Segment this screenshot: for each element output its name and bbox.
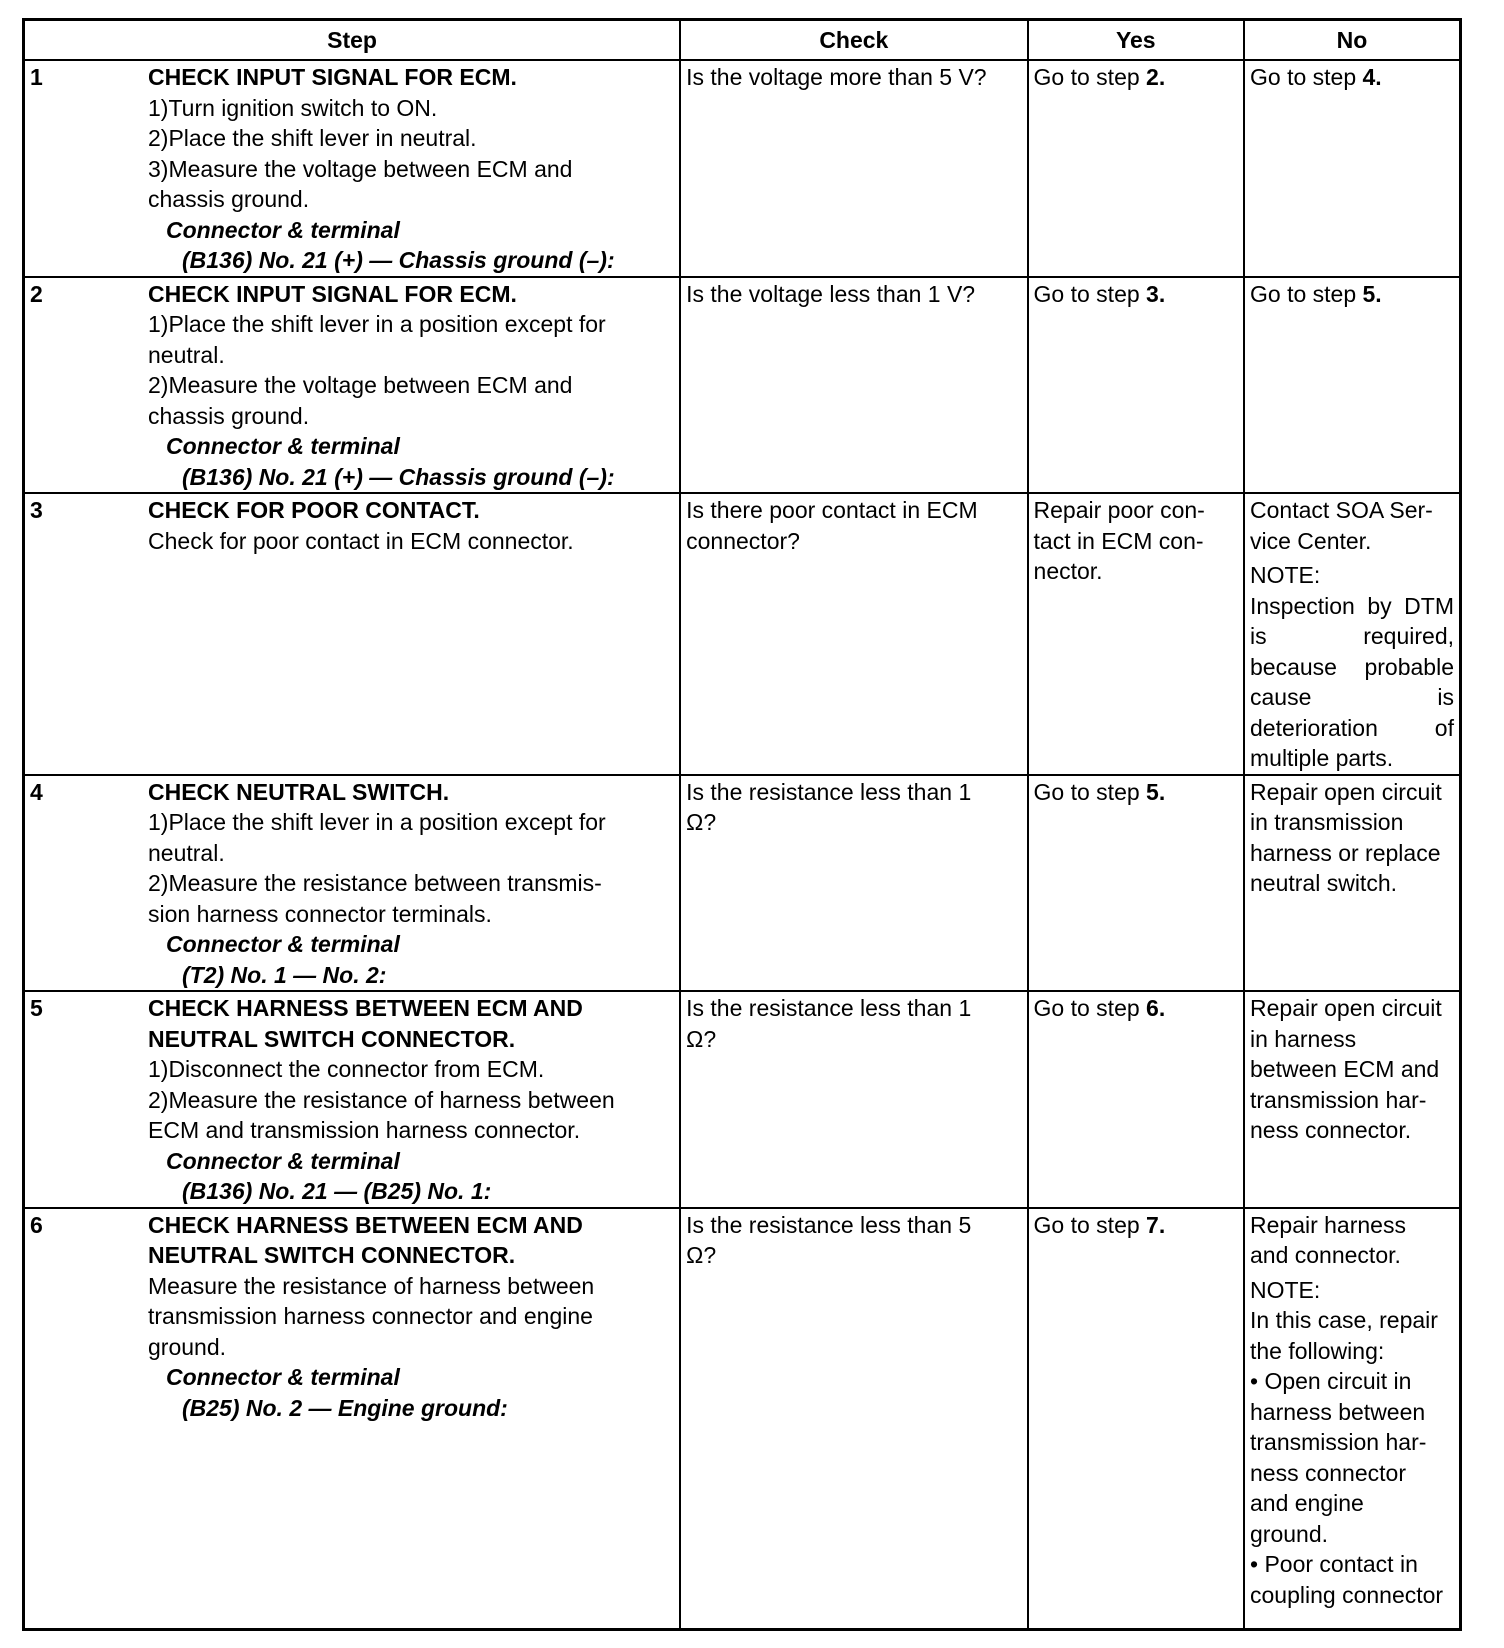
- no-step: 5.: [1362, 280, 1382, 307]
- step-cell: [24, 277, 681, 494]
- note-line: • Poor contact in: [1250, 1551, 1418, 1577]
- no-text: Go to step: [1250, 280, 1363, 307]
- step-line: 3)Measure the voltage between ECM and: [148, 155, 573, 182]
- step-line: sion harness connector terminals.: [148, 900, 492, 927]
- terminal-spec: (B136) No. 21 (+) — Chassis ground (–):: [182, 463, 615, 490]
- step-line: 1)Disconnect the connector from ECM.: [148, 1056, 545, 1082]
- no-cell: [1244, 991, 1461, 1208]
- step-number: 1: [30, 64, 43, 90]
- no-line: harness or replace: [1250, 839, 1441, 866]
- no-line: Repair open circuit: [1250, 995, 1442, 1021]
- table-row: [24, 493, 1461, 775]
- step-line: 2)Place the shift lever in neutral.: [148, 125, 477, 151]
- note-label: NOTE:: [1250, 562, 1321, 588]
- step-line: ECM and transmission harness connector.: [148, 1117, 581, 1143]
- step-number: 6: [30, 1211, 43, 1238]
- yes-text: Go to step: [1033, 995, 1147, 1021]
- note-line: and engine: [1250, 1490, 1364, 1516]
- step-number: 4: [30, 778, 43, 805]
- step-line: chassis ground.: [148, 186, 310, 212]
- check-line: Is the resistance less than 1: [686, 778, 972, 805]
- step-line: Check for poor contact in ECM connector.: [148, 527, 574, 554]
- no-line: Contact SOA Ser-: [1250, 497, 1433, 523]
- note-text: Inspection by DTM is required, because probable cause is deterioration of multiple parts.: [1250, 592, 1454, 771]
- step-cell: [24, 775, 681, 992]
- no-line: in transmission: [1250, 809, 1404, 835]
- connector-label: Connector & terminal: [166, 216, 400, 243]
- check-line: Is the resistance less than 5: [686, 1211, 972, 1238]
- no-line: vice Center.: [1250, 527, 1372, 554]
- header-row: [24, 20, 1461, 61]
- yes-text: Go to step: [1033, 778, 1147, 805]
- step-title: CHECK INPUT SIGNAL FOR ECM.: [148, 64, 517, 90]
- note-label: NOTE:: [1250, 1276, 1321, 1303]
- check-line: Is there poor contact in ECM: [686, 497, 978, 523]
- note-line: transmission har-: [1250, 1429, 1427, 1455]
- check-line: Ω?: [686, 1025, 717, 1052]
- table-row: [24, 775, 1461, 992]
- yes-text: Go to step: [1033, 64, 1147, 90]
- yes-step: 3.: [1146, 280, 1166, 307]
- step-line: 2)Measure the resistance of harness between: [148, 1086, 615, 1113]
- no-cell: [1244, 277, 1461, 494]
- terminal-spec: (B136) No. 21 (+) — Chassis ground (–):: [182, 247, 615, 273]
- yes-cell: [1028, 775, 1244, 992]
- check-line: Ω?: [686, 809, 717, 835]
- no-cell: [1244, 1208, 1461, 1630]
- step-number: 2: [30, 280, 43, 307]
- step-cell: [24, 991, 681, 1208]
- yes-step: 7.: [1146, 1211, 1166, 1238]
- step-cell: [24, 493, 681, 775]
- step-line: chassis ground.: [148, 402, 310, 429]
- connector-label: Connector & terminal: [166, 433, 400, 459]
- step-cell: [24, 60, 681, 277]
- no-line: Repair harness: [1250, 1211, 1406, 1238]
- step-line: neutral.: [148, 341, 225, 368]
- note-line: the following:: [1250, 1337, 1385, 1364]
- no-line: ness connector.: [1250, 1117, 1412, 1143]
- connector-label: Connector & terminal: [166, 931, 400, 957]
- no-line: in harness: [1250, 1025, 1357, 1052]
- note-line: coupling connector: [1250, 1581, 1444, 1608]
- header-no: No: [1244, 20, 1461, 61]
- step-title: CHECK FOR POOR CONTACT.: [148, 497, 480, 523]
- yes-line: tact in ECM con-: [1033, 527, 1204, 554]
- no-line: and connector.: [1250, 1242, 1401, 1268]
- yes-line: nector.: [1033, 558, 1103, 584]
- no-cell: [1244, 775, 1461, 992]
- no-line: Repair open circuit: [1250, 778, 1442, 805]
- note-line: harness between: [1250, 1398, 1426, 1425]
- check-line: connector?: [686, 527, 800, 554]
- step-line: Measure the resistance of harness between: [148, 1272, 595, 1299]
- header-check: Check: [680, 20, 1027, 61]
- no-line: transmission har-: [1250, 1086, 1427, 1113]
- step-line: 2)Measure the voltage between ECM and: [148, 372, 573, 398]
- step-title: NEUTRAL SWITCH CONNECTOR.: [148, 1242, 516, 1268]
- diagnostic-table: [22, 18, 1462, 1631]
- yes-cell: [1028, 493, 1244, 775]
- table-row: [24, 991, 1461, 1208]
- yes-line: Repair poor con-: [1033, 497, 1205, 523]
- check-cell: [680, 775, 1027, 992]
- note-line: ground.: [1250, 1520, 1329, 1547]
- no-line: neutral switch.: [1250, 870, 1398, 896]
- connector-label: Connector & terminal: [166, 1147, 400, 1174]
- step-line: neutral.: [148, 839, 225, 866]
- yes-text: Go to step: [1033, 280, 1147, 307]
- check-line: Ω?: [686, 1242, 717, 1268]
- check-cell: Is the voltage less than 1 V?: [680, 277, 1027, 494]
- yes-cell: [1028, 1208, 1244, 1630]
- step-number: 3: [30, 497, 43, 523]
- no-line: between ECM and: [1250, 1056, 1440, 1082]
- terminal-spec: (B136) No. 21 — (B25) No. 1:: [182, 1178, 492, 1204]
- header-yes: Yes: [1028, 20, 1244, 61]
- step-title: NEUTRAL SWITCH CONNECTOR.: [148, 1025, 516, 1052]
- note-line: In this case, repair: [1250, 1307, 1438, 1333]
- step-title: CHECK INPUT SIGNAL FOR ECM.: [148, 280, 517, 307]
- step-line: 1)Place the shift lever in a position except for: [148, 809, 606, 835]
- no-step: 4.: [1362, 64, 1382, 90]
- check-cell: [680, 1208, 1027, 1630]
- check-cell: Is the voltage more than 5 V?: [680, 60, 1027, 277]
- note-line: • Open circuit in: [1250, 1368, 1412, 1394]
- yes-cell: [1028, 60, 1244, 277]
- header-step: Step: [24, 20, 681, 61]
- yes-step: 6.: [1146, 995, 1166, 1021]
- step-line: 2)Measure the resistance between transmis-: [148, 870, 602, 896]
- step-line: ground.: [148, 1333, 227, 1360]
- yes-step: 5.: [1146, 778, 1166, 805]
- table-row: [24, 1208, 1461, 1630]
- check-line: Is the resistance less than 1: [686, 995, 972, 1021]
- step-title: CHECK HARNESS BETWEEN ECM AND: [148, 995, 583, 1021]
- terminal-spec: (T2) No. 1 — No. 2:: [182, 961, 387, 988]
- no-cell: [1244, 60, 1461, 277]
- no-cell: [1244, 493, 1461, 775]
- terminal-spec: (B25) No. 2 — Engine ground:: [182, 1394, 508, 1421]
- yes-cell: [1028, 991, 1244, 1208]
- yes-step: 2.: [1146, 64, 1166, 90]
- no-text: Go to step: [1250, 64, 1363, 90]
- table-row: [24, 277, 1461, 494]
- table-row: [24, 60, 1461, 277]
- step-line: 1)Turn ignition switch to ON.: [148, 94, 438, 121]
- connector-label: Connector & terminal: [166, 1364, 400, 1390]
- yes-text: Go to step: [1033, 1211, 1147, 1238]
- step-line: 1)Place the shift lever in a position except for: [148, 311, 606, 337]
- step-line: transmission harness connector and engine: [148, 1303, 593, 1329]
- step-title: CHECK HARNESS BETWEEN ECM AND: [148, 1211, 583, 1238]
- step-title: CHECK NEUTRAL SWITCH.: [148, 778, 450, 805]
- step-number: 5: [30, 995, 43, 1021]
- check-cell: [680, 493, 1027, 775]
- yes-cell: [1028, 277, 1244, 494]
- note-line: ness connector: [1250, 1459, 1406, 1486]
- check-cell: [680, 991, 1027, 1208]
- step-cell: [24, 1208, 681, 1630]
